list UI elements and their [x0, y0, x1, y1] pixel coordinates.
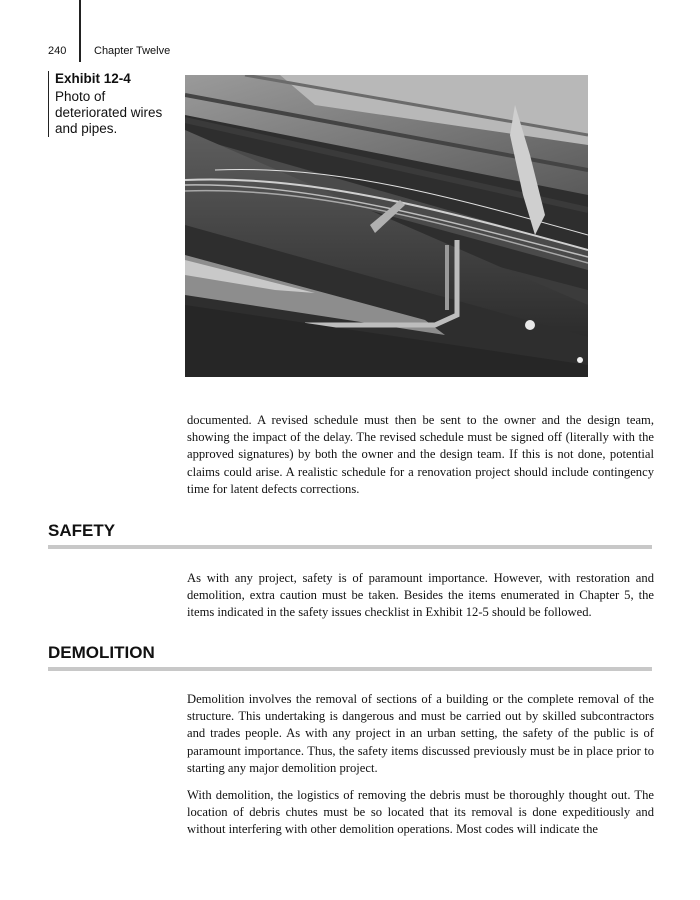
paragraph-continued: documented. A revised schedule must then be sent to the owner and the design team, showing the impact of the delay. The revised schedule must be signed off (literally with the approved signatures) by both the owner and the design team. If this is not done, potential claims could arise. A realistic schedule for a renovation project should include contingency time for latent defects corrections.	[187, 413, 654, 496]
header-divider	[79, 0, 81, 62]
section-heading-safety: SAFETY	[48, 521, 116, 540]
exhibit-caption: Photo of deteriorated wires and pipes.	[55, 89, 163, 136]
paragraph-demolition-2: With demolition, the logistics of removing the debris must be thoroughly thought out. The location of debris chutes must be so located that its removal is done expeditiously and without interfering with other demolition operations. Most codes will indicate the	[187, 788, 654, 837]
exhibit-label: Exhibit 12-4	[55, 71, 131, 86]
page-number: 240	[48, 45, 67, 57]
section-heading-demolition: DEMOLITION	[48, 643, 155, 662]
paragraph-safety: As with any project, safety is of paramount importance. However, with restoration and demolition, extra caution must be taken. Besides the items enumerated in Chapter 5, the items indicated in the safety issues checklist in Exhibit 12-5 should be followed.	[187, 571, 654, 620]
exhibit-photo	[185, 75, 588, 377]
paragraph-demolition-1: Demolition involves the removal of sections of a building or the complete removal of the structure. This undertaking is dangerous and must be carried out by skilled subcontractors and trades people. As with any project in an urban setting, the safety of the public is of paramount importance. Thus, the safety items discussed previously must be in place prior to starting any major demolition project.	[187, 692, 654, 775]
deteriorated-wires-photo	[185, 75, 588, 377]
section-divider	[48, 545, 652, 549]
exhibit-caption-block	[48, 71, 180, 137]
section-divider	[48, 667, 652, 671]
chapter-title: Chapter Twelve	[94, 45, 171, 57]
